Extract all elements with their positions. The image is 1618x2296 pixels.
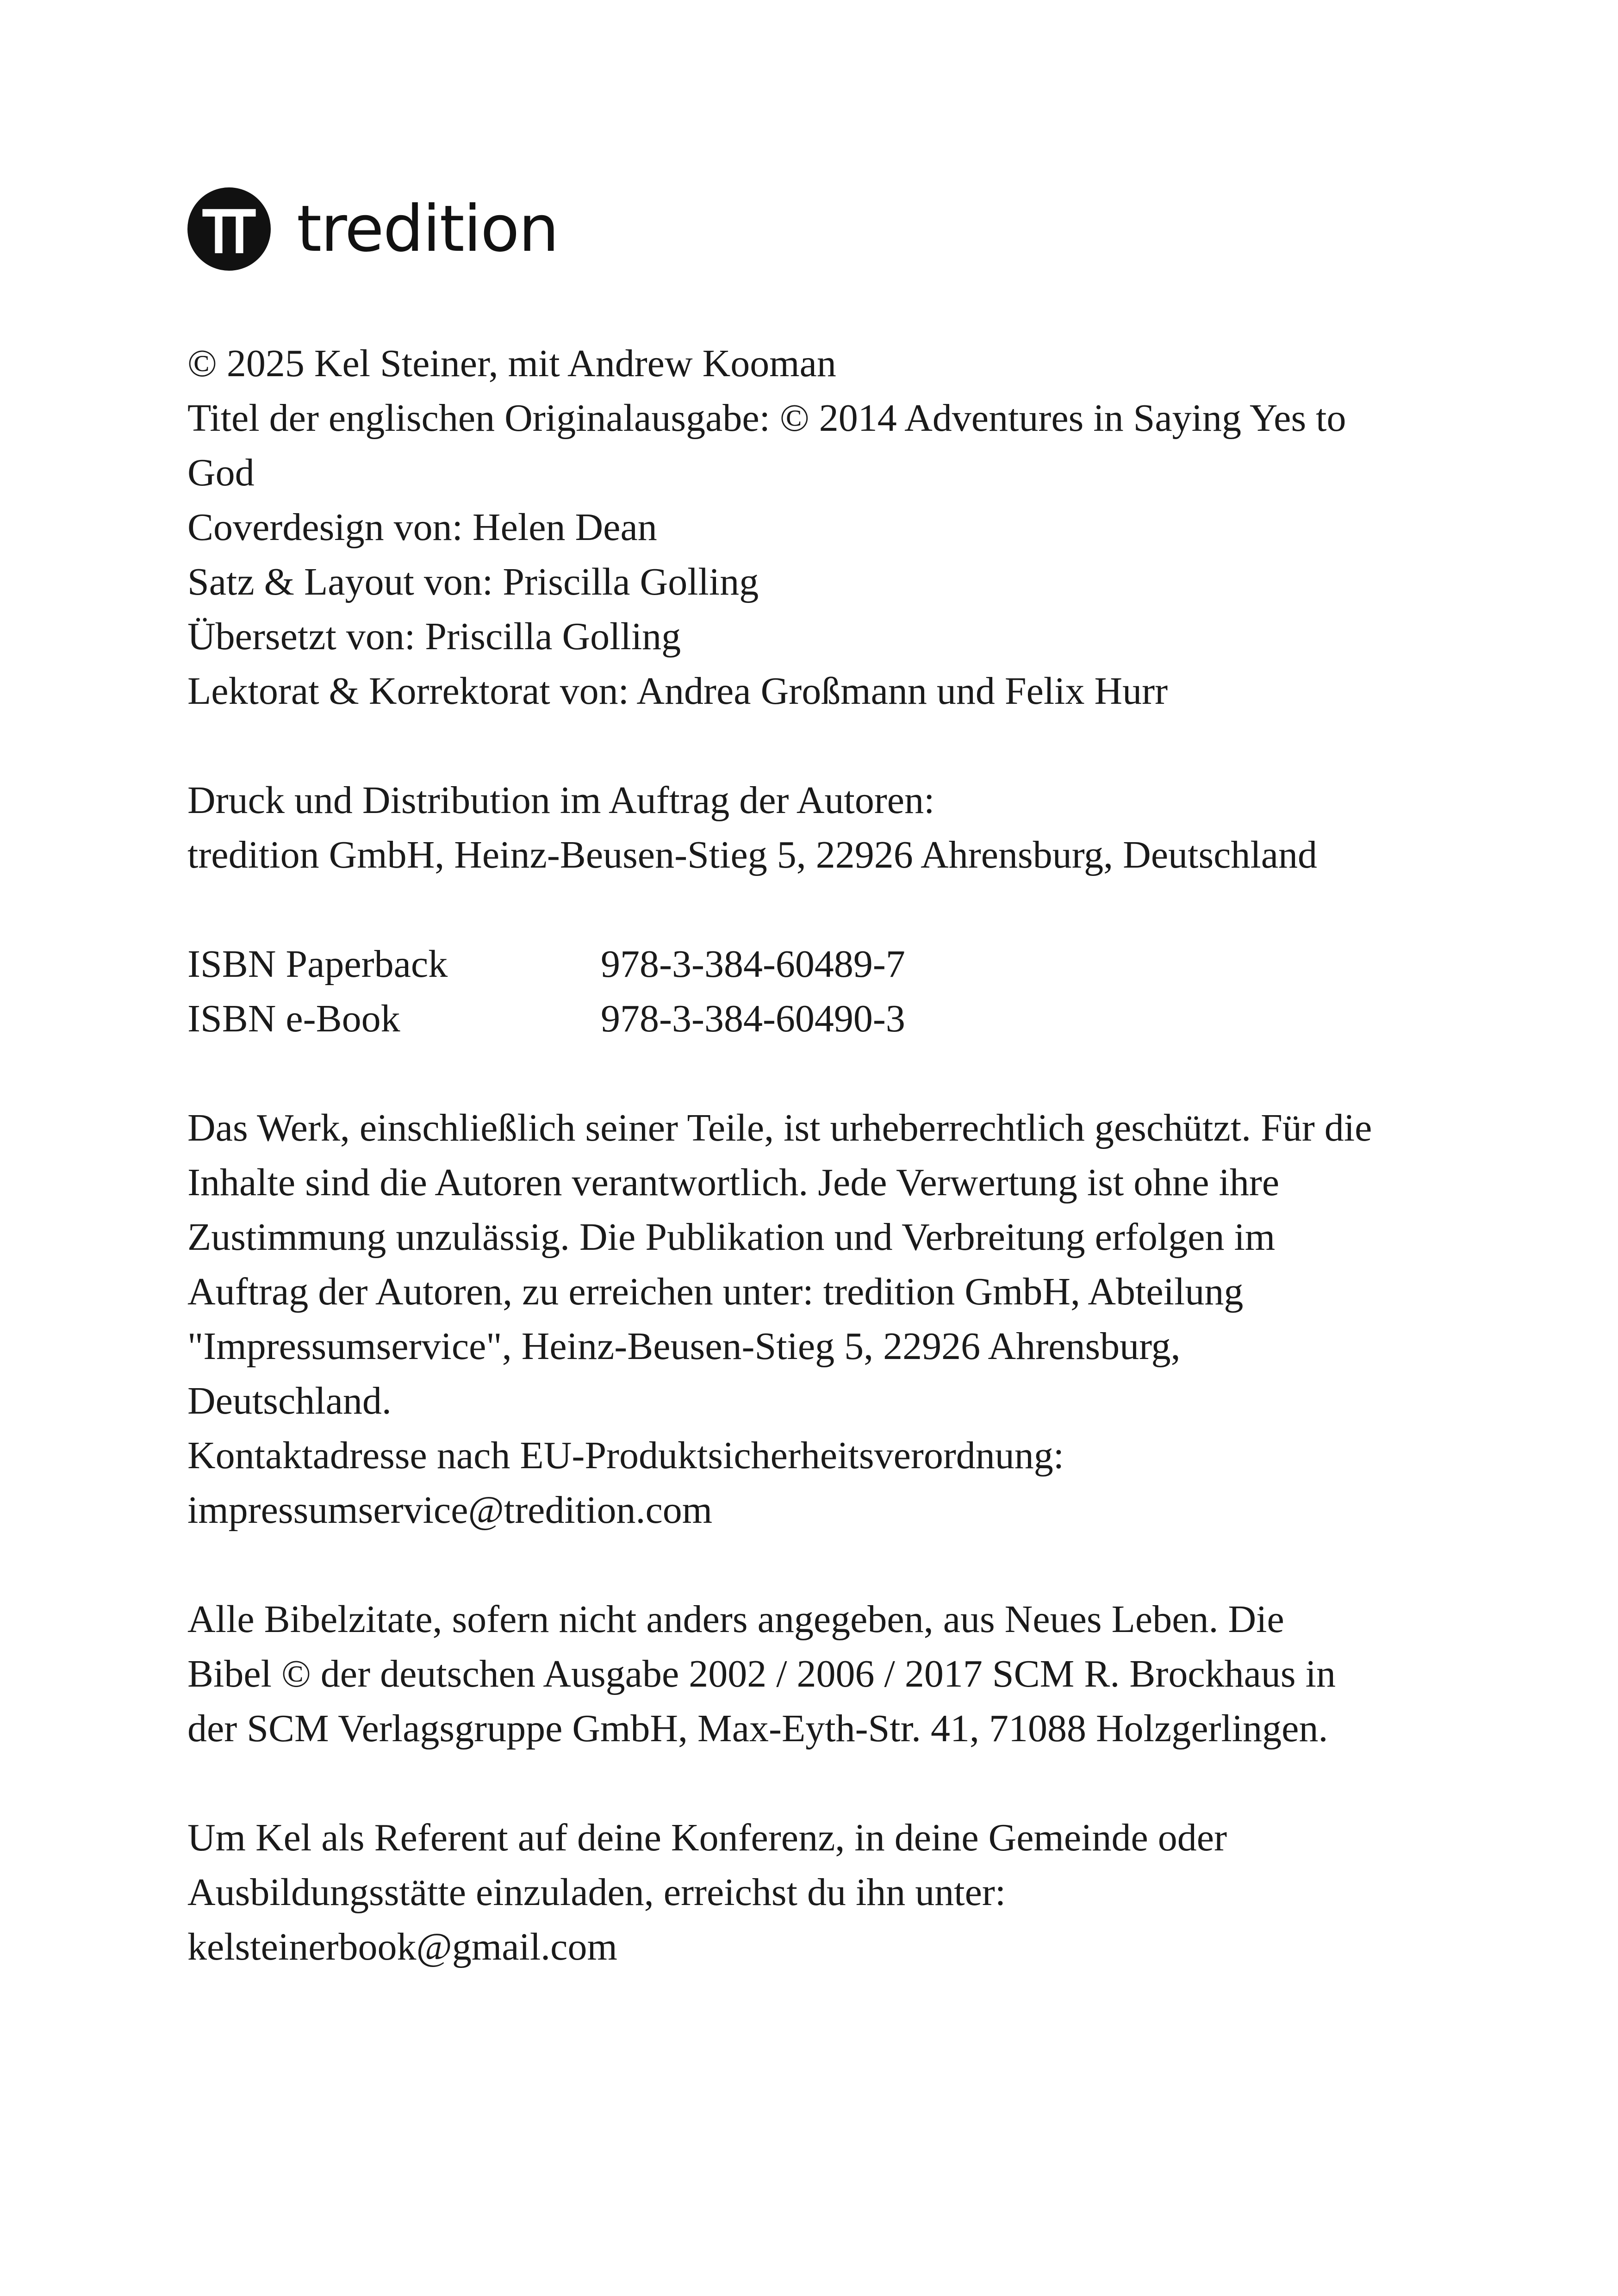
contact-line: Um Kel als Referent auf deine Konferenz, in deine Gemeinde oder [187,1816,1227,1859]
isbn-row [187,937,1446,992]
credit-line: Übersetzt von: Priscilla Golling [187,615,681,658]
isbn-value: 978-3-384-60489-7 [601,943,905,986]
credit-line: Lektorat & Korrektorat von: Andrea Großmann und Felix Hurr [187,670,1168,713]
isbn-value: 978-3-384-60490-3 [601,997,905,1040]
isbn-block [187,937,1446,1046]
bible-line: Bibel © der deutschen Ausgabe 2002 / 2006 / 2017 SCM R. Brockhaus in [187,1652,1336,1695]
publisher-logo [187,187,558,271]
spacer [187,882,1446,937]
contact-notice [187,1811,1446,1974]
credit-line: Titel der englischen Originalausgabe: © 2014 Adventures in Saying Yes to [187,397,1346,440]
copyright-line: Kontaktadresse nach EU-Produktsicherheitsverordnung: [187,1434,1064,1477]
copyright-line: Inhalte sind die Autoren verantwortlich. Jede Verwertung ist ohne ihre [187,1161,1280,1204]
spacer [187,719,1446,773]
credit-line: God [187,451,255,494]
credit-line: Coverdesign von: Helen Dean [187,506,657,549]
copyright-line: Deutschland. [187,1379,392,1422]
imprint-text [187,336,1446,1974]
bible-notice [187,1592,1446,1756]
copyright-notice [187,1101,1446,1538]
publisher-wordmark: tredition [297,192,558,266]
copyright-line: Zustimmung unzulässig. Die Publikation und Verbreitung erfolgen im [187,1216,1276,1259]
isbn-label: ISBN Paperback [187,943,448,986]
tredition-t-logo-icon [187,187,271,271]
distribution-block [187,773,1446,882]
spacer [187,1756,1446,1811]
credit-line: © 2025 Kel Steiner, mit Andrew Kooman [187,342,836,385]
bible-line: der SCM Verlagsgruppe GmbH, Max-Eyth-Str. 41, 71088 Holzgerlingen. [187,1707,1328,1750]
distribution-line: Druck und Distribution im Auftrag der Autoren: [187,779,935,822]
credit-line: Satz & Layout von: Priscilla Golling [187,560,759,603]
contact-line: Ausbildungsstätte einzuladen, erreichst du ihn unter: [187,1871,1006,1914]
copyright-line: Auftrag der Autoren, zu erreichen unter: tredition GmbH, Abteilung [187,1270,1244,1313]
spacer [187,1538,1446,1592]
isbn-row [187,992,1446,1046]
spacer [187,1046,1446,1101]
copyright-line: impressumservice@tredition.com [187,1489,713,1532]
copyright-line: "Impressumservice", Heinz-Beusen-Stieg 5, 22926 Ahrensburg, [187,1325,1181,1368]
distribution-line: tredition GmbH, Heinz-Beusen-Stieg 5, 22926 Ahrensburg, Deutschland [187,833,1318,876]
credits-block [187,336,1446,719]
isbn-label: ISBN e-Book [187,997,400,1040]
copyright-line: Das Werk, einschließlich seiner Teile, ist urheberrechtlich geschützt. Für die [187,1106,1372,1149]
bible-line: Alle Bibelzitate, sofern nicht anders angegeben, aus Neues Leben. Die [187,1598,1284,1641]
contact-line: kelsteinerbook@gmail.com [187,1925,617,1968]
